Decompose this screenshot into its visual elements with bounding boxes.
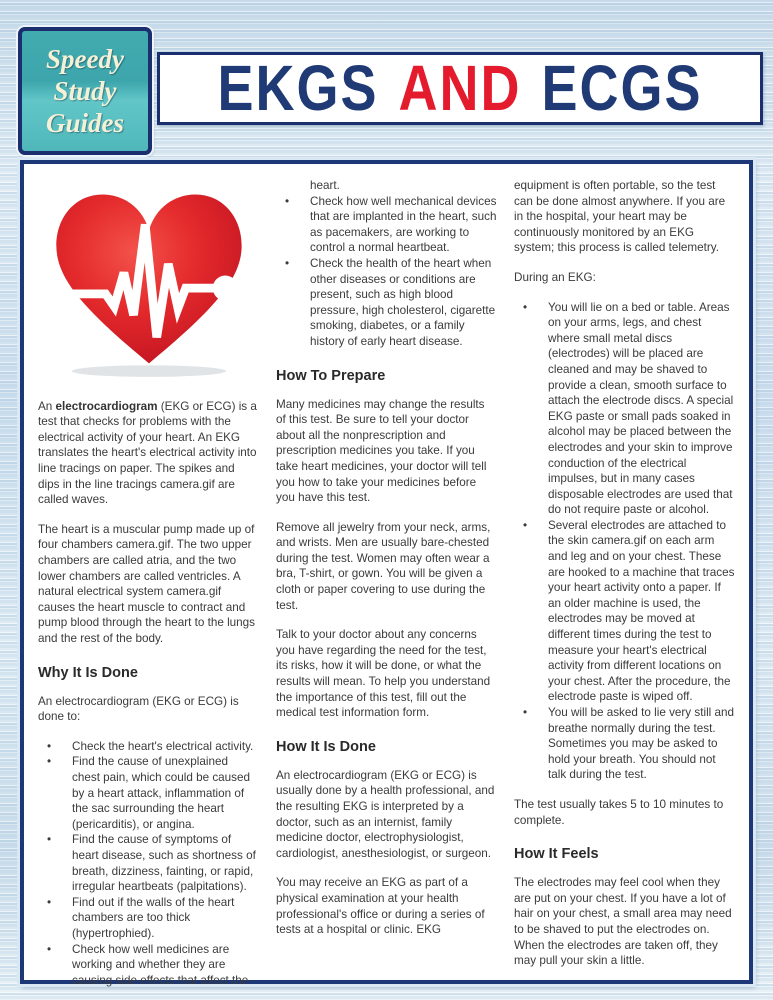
bullet-item bbox=[514, 518, 735, 705]
bullet-item bbox=[38, 739, 259, 755]
bullet-dot: • bbox=[285, 256, 290, 270]
content-sheet bbox=[20, 160, 753, 987]
bullet-text: Several electrodes are attached to the skin camera.gif on each arm and leg and on your chest. These are hooked to a machine that traces your heart activity onto a paper. If an older machine is used, the electrodes may be moved at different times during the test to measure your heart's electrical activity from different locations on your chest. After the procedure, the electrode paste is wiped off. bbox=[548, 518, 735, 704]
bullet-text: Find out if the walls of the heart chambers are too thick (hypertrophied). bbox=[72, 895, 235, 940]
bullet-item bbox=[276, 194, 497, 256]
bullet-text: Check the heart's electrical activity. bbox=[72, 739, 254, 753]
bullet-dot: • bbox=[47, 739, 52, 753]
heart-ekg-icon bbox=[38, 180, 260, 383]
bullet-dot: • bbox=[523, 706, 528, 719]
bullet-item bbox=[514, 705, 735, 783]
column-2 bbox=[276, 178, 497, 970]
paragraph: Talk to your doctor about any concerns you have regarding the need for the test, its risks, how it will be done, or what the results will mean. To help you understand the importance of this test, fill out the medical test information form. bbox=[276, 628, 491, 720]
paragraph bbox=[38, 399, 259, 508]
bold-term: electrocardiogram bbox=[55, 399, 158, 413]
bullet-dot: • bbox=[47, 755, 52, 769]
paragraph: The electrodes may feel cool when they are put on your chest. If you have a lot of hair on your chest, a small area may need to be shaved to put the electrodes on. When the electrodes are taken off, they may pull your skin a little. bbox=[514, 876, 732, 968]
paragraph: The test usually takes 5 to 10 minutes to complete. bbox=[514, 797, 724, 827]
bullet-item bbox=[38, 832, 259, 894]
column-3-text bbox=[514, 178, 735, 969]
heart-ekg-illustration bbox=[38, 180, 260, 383]
bullet-item bbox=[38, 942, 259, 989]
title-word-and: AND bbox=[398, 53, 522, 124]
text-run: (EKG or ECG) is a test that checks for problems with the electrical activity of your heart. An EKG translates the heart's electrical activity into line tracings on paper. The spikes and dips in the line tracings camera.gif are called waves. bbox=[38, 399, 257, 507]
bullet-item bbox=[514, 300, 735, 518]
logo-text-line: Speedy bbox=[46, 44, 124, 74]
title-word-ecgs: ECGS bbox=[541, 53, 703, 124]
paragraph: An electrocardiogram (EKG or ECG) is done to: bbox=[38, 694, 239, 724]
bullet-dot: • bbox=[47, 942, 52, 956]
column-1-text bbox=[38, 399, 259, 989]
bullet-text: Find the cause of symptoms of heart disease, such as shortness of breath, dizziness, fainting, or rapid, irregular heartbeats (palpitations). bbox=[72, 833, 256, 894]
page-header bbox=[0, 0, 773, 158]
bullet-item bbox=[276, 256, 497, 350]
paragraph: The heart is a muscular pump made up of four chambers camera.gif. The two upper chambers are called atria, and the two lower chambers are called ventricles. A natural electrical system camera.gif causes the heart muscle to contract and pump blood through the heart to the lungs and the rest of the body. bbox=[38, 522, 256, 645]
logo-text-line: Study bbox=[53, 76, 117, 106]
section-heading: How It Is Done bbox=[276, 738, 376, 755]
bullet-text: You will lie on a bed or table. Areas on your arms, legs, and chest where small metal discs (electrodes) will be placed are cleaned and may be shaved to provide a clean, smooth surface to attach the electrode discs. A special EKG paste or small pads soaked in alcohol may be placed between the electrodes and your skin to improve conduction of the electrical impulses, but in many cases disposable electrodes are used that do not require paste or alcohol. bbox=[548, 300, 734, 517]
bullet-text: Find the cause of unexplained chest pain, which could be caused by a heart attack, inflammation of the sac surrounding the heart (pericarditis), or angina. bbox=[72, 755, 251, 831]
paragraph: You may receive an EKG as part of a physical examination at your health professional's office or during a series of tests at a hospital or clinic. EKG bbox=[276, 876, 485, 937]
bullet-list bbox=[276, 194, 497, 350]
section-heading: How It Feels bbox=[514, 846, 599, 863]
paragraph-continuation: heart. bbox=[310, 179, 340, 192]
paragraph: Remove all jewelry from your neck, arms, and wrists. Men are usually bare-chested during the test. Women may often wear a bra, T-shirt, or gown. You will be given a cloth or paper covering to use during the test. bbox=[276, 520, 491, 612]
bullet-dot: • bbox=[523, 300, 528, 314]
paragraph: An electrocardiogram (EKG or ECG) is usually done by a health professional, and the resulting EKG is interpreted by a doctor, such as an internist, family medicine doctor, electrophysiologist, cardiologist, anesthesiologist, or surgeon. bbox=[276, 768, 495, 860]
bullet-list bbox=[38, 739, 259, 989]
logo-text-line: Guides bbox=[45, 108, 124, 138]
bullet-dot: • bbox=[285, 194, 290, 208]
speedy-study-guides-logo bbox=[18, 27, 152, 155]
paragraph: Many medicines may change the results of this test. Be sure to tell your doctor about all the nonprescription and prescription medicines you take. If you take heart medicines, your doctor will tell you how to take your medicines before you have this test. bbox=[276, 397, 487, 505]
bullet-text: Check the health of the heart when other diseases or conditions are present, such as high blood pressure, high cholesterol, cigarette smoking, diabetes, or a family history of early heart disease. bbox=[310, 256, 496, 348]
bullet-text: Check how well mechanical devices that are implanted in the heart, such as pacemakers, are working to control a normal heartbeat. bbox=[310, 194, 497, 255]
bullet-dot: • bbox=[47, 895, 52, 909]
paragraph: During an EKG: bbox=[514, 270, 596, 284]
title-word-ekgs: EKGS bbox=[217, 53, 379, 124]
column-1 bbox=[38, 178, 259, 987]
paragraph: equipment is often portable, so the test can be done almost anywhere. If you are in the hospital, your heart may be continuously monitored by an EKG system; this process is called telemetry. bbox=[514, 179, 726, 255]
column-3 bbox=[514, 178, 735, 970]
bullet-list bbox=[514, 300, 735, 783]
section-heading: How To Prepare bbox=[276, 367, 386, 384]
bullet-item bbox=[38, 895, 259, 942]
title-banner bbox=[157, 52, 763, 125]
bullet-text: You will be asked to lie very still and breathe normally during the test. Sometimes you may be asked to hold your breath. You should not talk during the test. bbox=[548, 706, 735, 782]
bullet-dot: • bbox=[47, 833, 52, 847]
bullet-dot: • bbox=[523, 518, 528, 532]
bullet-item bbox=[38, 754, 259, 832]
page-title bbox=[217, 52, 702, 125]
section-heading: Why It Is Done bbox=[38, 664, 138, 681]
bullet-text: Check how well medicines are working and whether they are causing side effects that affect the bbox=[72, 942, 249, 987]
text-run: An bbox=[38, 399, 56, 413]
column-2-text bbox=[276, 178, 497, 938]
